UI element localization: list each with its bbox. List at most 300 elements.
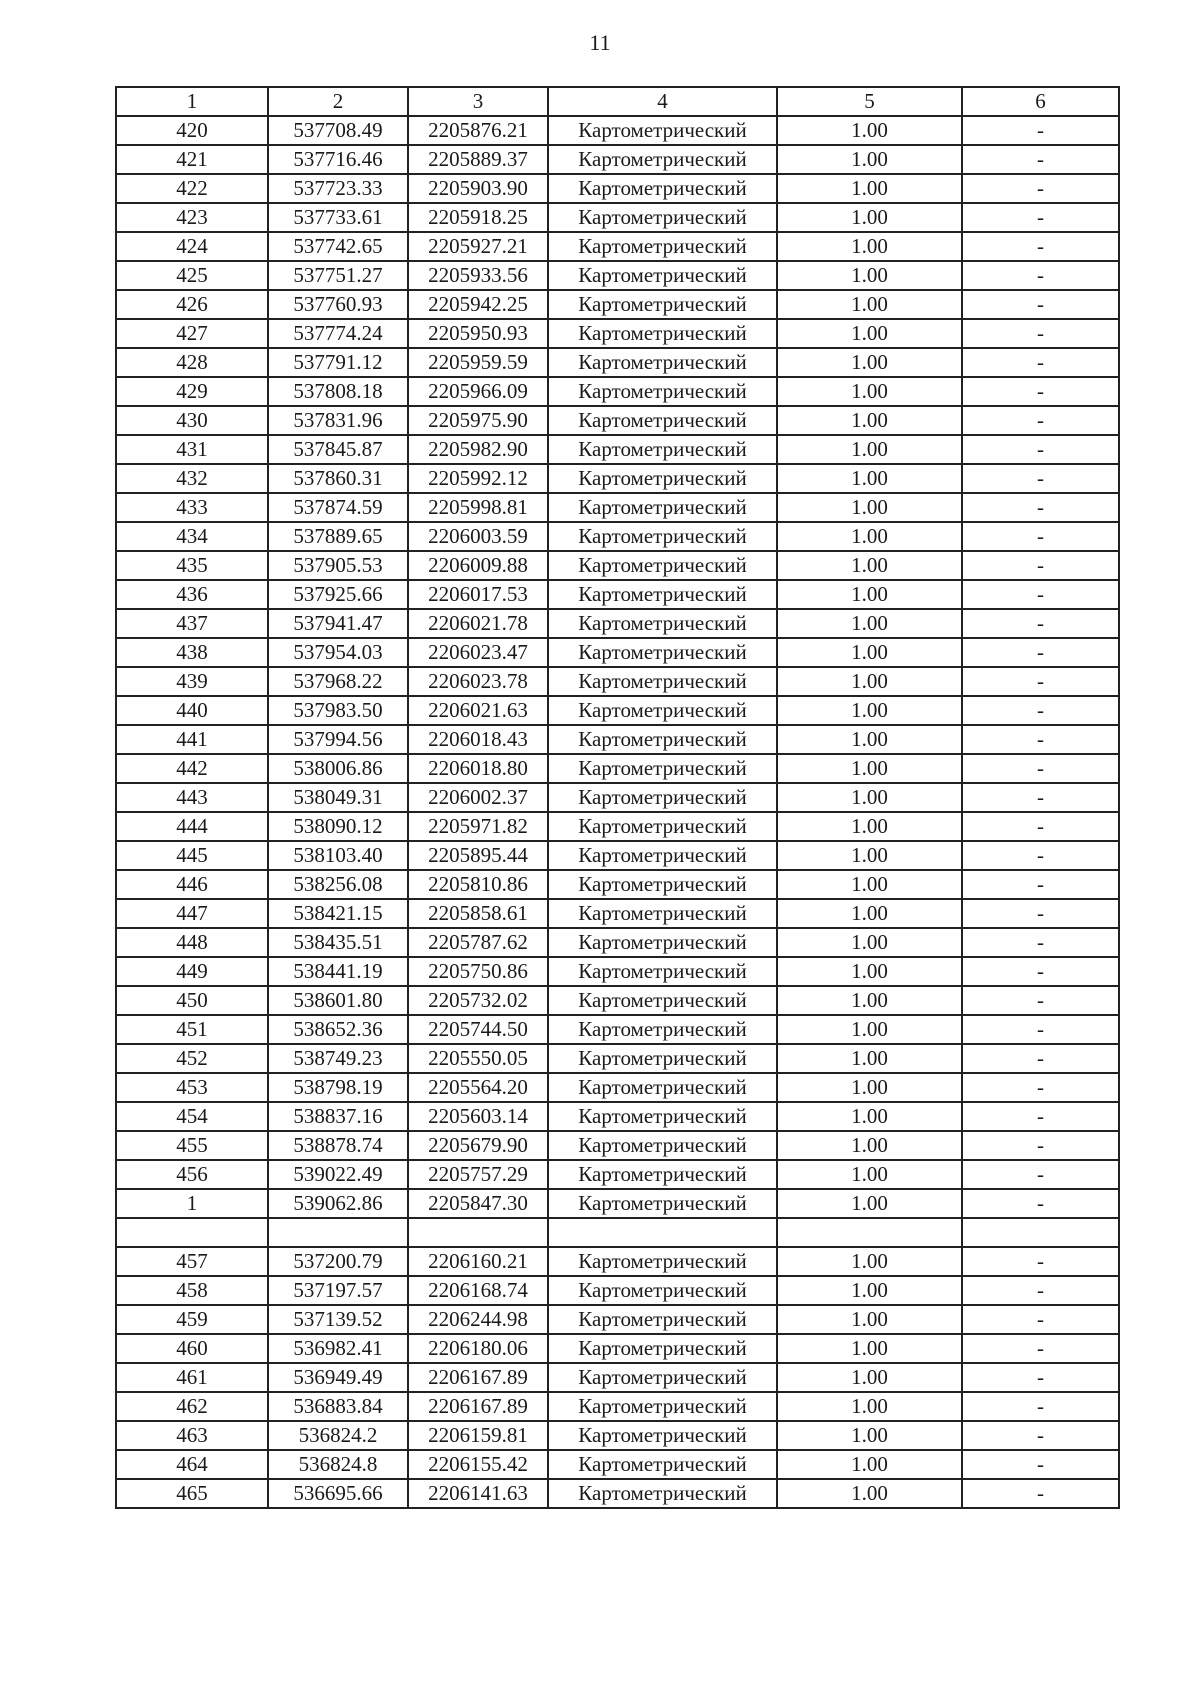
table-cell: 2205858.61: [408, 899, 548, 928]
table-cell: 2205918.25: [408, 203, 548, 232]
table-cell: 538652.36: [268, 1015, 408, 1044]
table-row: [116, 1160, 1119, 1189]
table-cell: -: [962, 1334, 1119, 1363]
table-cell: 1.00: [777, 609, 962, 638]
table-cell: 1.00: [777, 696, 962, 725]
table-cell: Картометрический: [548, 174, 777, 203]
table-row: [116, 870, 1119, 899]
table-cell: Картометрический: [548, 1102, 777, 1131]
table-cell: 1.00: [777, 1305, 962, 1334]
table-body-part1: [116, 116, 1119, 1218]
table-cell: 1.00: [777, 174, 962, 203]
table-row: [116, 754, 1119, 783]
table-cell: -: [962, 899, 1119, 928]
table-cell: Картометрический: [548, 290, 777, 319]
table-cell: Картометрический: [548, 1073, 777, 1102]
table-row: [116, 1363, 1119, 1392]
table-cell: -: [962, 493, 1119, 522]
table-row: [116, 928, 1119, 957]
table-cell: 1.00: [777, 116, 962, 145]
table-row: [116, 1305, 1119, 1334]
table-cell: 2205942.25: [408, 290, 548, 319]
table-cell: 537751.27: [268, 261, 408, 290]
table-cell: 537983.50: [268, 696, 408, 725]
table-cell: 537905.53: [268, 551, 408, 580]
table-row: [116, 290, 1119, 319]
table-cell: 2206023.47: [408, 638, 548, 667]
table-cell: 537733.61: [268, 203, 408, 232]
table-cell: 454: [116, 1102, 268, 1131]
table-cell: 2206180.06: [408, 1334, 548, 1363]
table-cell: Картометрический: [548, 1363, 777, 1392]
table-cell: 448: [116, 928, 268, 957]
table-cell: 1.00: [777, 319, 962, 348]
table-cell: Картометрический: [548, 899, 777, 928]
table-cell: Картометрический: [548, 812, 777, 841]
table-cell: Картометрический: [548, 1131, 777, 1160]
table-row: [116, 580, 1119, 609]
table-cell: 1.00: [777, 1044, 962, 1073]
table-cell: 537197.57: [268, 1276, 408, 1305]
table-row: [116, 232, 1119, 261]
table-body-part2: [116, 1247, 1119, 1508]
table-cell: 1.00: [777, 957, 962, 986]
table-row: [116, 203, 1119, 232]
table-cell: 431: [116, 435, 268, 464]
table-cell: 1.00: [777, 1334, 962, 1363]
table-cell: 2205992.12: [408, 464, 548, 493]
table-cell: 1.00: [777, 464, 962, 493]
table-cell: 2205744.50: [408, 1015, 548, 1044]
table-cell: 1.00: [777, 1276, 962, 1305]
table-cell: Картометрический: [548, 1305, 777, 1334]
table-cell: 1.00: [777, 348, 962, 377]
table-cell: Картометрический: [548, 319, 777, 348]
table-cell: 1.00: [777, 1392, 962, 1421]
table-cell: 1.00: [777, 145, 962, 174]
table-cell: 428: [116, 348, 268, 377]
table-cell: 1.00: [777, 435, 962, 464]
table-cell: Картометрический: [548, 522, 777, 551]
table-cell: 2205750.86: [408, 957, 548, 986]
table-cell: 2206244.98: [408, 1305, 548, 1334]
table-cell: 2205998.81: [408, 493, 548, 522]
table-cell: -: [962, 1421, 1119, 1450]
table-cell: 1.00: [777, 1073, 962, 1102]
table-cell: Картометрический: [548, 1276, 777, 1305]
table-cell: 458: [116, 1276, 268, 1305]
table-row: [116, 522, 1119, 551]
table-cell: 1.00: [777, 1479, 962, 1508]
table-cell: -: [962, 1305, 1119, 1334]
table-cell: 2205975.90: [408, 406, 548, 435]
table-cell: 450: [116, 986, 268, 1015]
table-cell: 537716.46: [268, 145, 408, 174]
table-cell: 460: [116, 1334, 268, 1363]
table-row: [116, 377, 1119, 406]
table-cell: 1.00: [777, 1450, 962, 1479]
table-cell: -: [962, 1276, 1119, 1305]
table-cell: 538103.40: [268, 841, 408, 870]
table-cell: 449: [116, 957, 268, 986]
table-cell: 432: [116, 464, 268, 493]
table-cell: 538435.51: [268, 928, 408, 957]
table-row: [116, 1073, 1119, 1102]
table-cell: -: [962, 1392, 1119, 1421]
table-row: [116, 841, 1119, 870]
table-cell: 2206167.89: [408, 1392, 548, 1421]
table-cell: -: [962, 1363, 1119, 1392]
table-cell: Картометрический: [548, 1189, 777, 1218]
table-row: [116, 899, 1119, 928]
table-cell: Картометрический: [548, 1247, 777, 1276]
table-cell: Картометрический: [548, 261, 777, 290]
table-cell: -: [962, 319, 1119, 348]
table-cell: 1.00: [777, 1015, 962, 1044]
table-cell: 537791.12: [268, 348, 408, 377]
table-row: [116, 1015, 1119, 1044]
table-cell: -: [962, 696, 1119, 725]
table-cell: Картометрический: [548, 638, 777, 667]
table-cell: Картометрический: [548, 1334, 777, 1363]
table-cell: 538090.12: [268, 812, 408, 841]
table-row: [116, 1131, 1119, 1160]
table-row: [116, 174, 1119, 203]
table-cell: 443: [116, 783, 268, 812]
table-row: [116, 812, 1119, 841]
table-cell: 1.00: [777, 1421, 962, 1450]
table-cell: Картометрический: [548, 435, 777, 464]
table-cell: 429: [116, 377, 268, 406]
table-cell: 537200.79: [268, 1247, 408, 1276]
table-cell: 437: [116, 609, 268, 638]
table-cell: 2205959.59: [408, 348, 548, 377]
table-cell: 2206021.63: [408, 696, 548, 725]
table-cell: -: [962, 1015, 1119, 1044]
table-cell: -: [962, 1160, 1119, 1189]
table-cell: 1.00: [777, 580, 962, 609]
table-cell: 537860.31: [268, 464, 408, 493]
table-cell: 2205847.30: [408, 1189, 548, 1218]
table-cell: -: [962, 145, 1119, 174]
table-cell: 440: [116, 696, 268, 725]
table-cell: 1.00: [777, 638, 962, 667]
table-cell: 2206018.43: [408, 725, 548, 754]
table-cell: 1.00: [777, 928, 962, 957]
table-cell: -: [962, 1073, 1119, 1102]
table-row: [116, 435, 1119, 464]
table-cell: -: [962, 348, 1119, 377]
table-cell: 537139.52: [268, 1305, 408, 1334]
table-cell: Картометрический: [548, 551, 777, 580]
table-cell: Картометрический: [548, 377, 777, 406]
table-cell: 457: [116, 1247, 268, 1276]
table-cell: 1.00: [777, 1363, 962, 1392]
table-cell: Картометрический: [548, 928, 777, 957]
table-cell: 442: [116, 754, 268, 783]
table-row: [116, 1450, 1119, 1479]
table-cell: -: [962, 667, 1119, 696]
table-cell: Картометрический: [548, 1421, 777, 1450]
table-row: [116, 1334, 1119, 1363]
table-cell: 1.00: [777, 406, 962, 435]
table-cell: 439: [116, 667, 268, 696]
table-cell: 1.00: [777, 1102, 962, 1131]
table-cell: 538049.31: [268, 783, 408, 812]
table-row: [116, 667, 1119, 696]
page-number: 11: [589, 30, 611, 55]
table-row: [116, 319, 1119, 348]
blank-separator-row: [116, 1218, 1119, 1247]
table-cell: 1.00: [777, 261, 962, 290]
table-cell: Картометрический: [548, 1392, 777, 1421]
table-cell: Картометрический: [548, 145, 777, 174]
table-cell: Картометрический: [548, 464, 777, 493]
table-cell: 537831.96: [268, 406, 408, 435]
table-cell: 420: [116, 116, 268, 145]
table-cell: 538878.74: [268, 1131, 408, 1160]
table-cell: -: [962, 1450, 1119, 1479]
table-cell: 446: [116, 870, 268, 899]
table-cell: 438: [116, 638, 268, 667]
table-cell: 1.00: [777, 290, 962, 319]
table-cell: 430: [116, 406, 268, 435]
table-cell: 537742.65: [268, 232, 408, 261]
table-cell: 456: [116, 1160, 268, 1189]
table-cell: Картометрический: [548, 696, 777, 725]
table-cell: 2205876.21: [408, 116, 548, 145]
table-cell: 445: [116, 841, 268, 870]
table-row: [116, 1189, 1119, 1218]
table-cell: 538421.15: [268, 899, 408, 928]
table-cell: -: [962, 290, 1119, 319]
table-cell: Картометрический: [548, 1450, 777, 1479]
table-row: [116, 493, 1119, 522]
table-cell: Картометрический: [548, 957, 777, 986]
table-cell: 459: [116, 1305, 268, 1334]
table-cell: Картометрический: [548, 1044, 777, 1073]
table-cell: 455: [116, 1131, 268, 1160]
table-cell: 1.00: [777, 783, 962, 812]
table-cell: 537723.33: [268, 174, 408, 203]
table-cell: 2206160.21: [408, 1247, 548, 1276]
table-cell: -: [962, 261, 1119, 290]
table-cell: 2205679.90: [408, 1131, 548, 1160]
table-cell: 538601.80: [268, 986, 408, 1015]
coordinates-table: [115, 86, 1120, 1509]
table-cell: -: [962, 957, 1119, 986]
table-cell: Картометрический: [548, 667, 777, 696]
table-cell: 424: [116, 232, 268, 261]
table-cell: 2205982.90: [408, 435, 548, 464]
table-cell: 421: [116, 145, 268, 174]
table-cell: 1.00: [777, 1131, 962, 1160]
table-cell: Картометрический: [548, 1160, 777, 1189]
table-cell: -: [962, 841, 1119, 870]
table-cell: -: [962, 928, 1119, 957]
table-cell: 2206023.78: [408, 667, 548, 696]
table-cell: 1.00: [777, 841, 962, 870]
table-cell: 444: [116, 812, 268, 841]
column-header: 4: [548, 87, 777, 116]
table-cell: -: [962, 1102, 1119, 1131]
table-row: [116, 1102, 1119, 1131]
table-cell: 426: [116, 290, 268, 319]
table-row: [116, 261, 1119, 290]
table-cell: 2205966.09: [408, 377, 548, 406]
table-cell: -: [962, 1189, 1119, 1218]
table-cell: -: [962, 203, 1119, 232]
table-cell: 536824.2: [268, 1421, 408, 1450]
table-cell: 537760.93: [268, 290, 408, 319]
table-cell: 537925.66: [268, 580, 408, 609]
table-cell: -: [962, 522, 1119, 551]
table-cell: 2206021.78: [408, 609, 548, 638]
table-cell: 537708.49: [268, 116, 408, 145]
table-cell: 1.00: [777, 232, 962, 261]
table-cell: 1.00: [777, 754, 962, 783]
table-cell: 441: [116, 725, 268, 754]
table-row: [116, 1421, 1119, 1450]
table-cell: 537954.03: [268, 638, 408, 667]
table-row: [116, 1247, 1119, 1276]
table-cell: Картометрический: [548, 580, 777, 609]
table-cell: -: [962, 580, 1119, 609]
table-cell: 537874.59: [268, 493, 408, 522]
table-cell: -: [962, 435, 1119, 464]
table-cell: 465: [116, 1479, 268, 1508]
table-cell: -: [962, 783, 1119, 812]
table-cell: -: [962, 609, 1119, 638]
table-cell: Картометрический: [548, 493, 777, 522]
table-cell: 436: [116, 580, 268, 609]
table-cell: 1.00: [777, 1189, 962, 1218]
table-cell: Картометрический: [548, 754, 777, 783]
table-cell: 538837.16: [268, 1102, 408, 1131]
table-cell: -: [962, 1131, 1119, 1160]
table-cell: 538798.19: [268, 1073, 408, 1102]
column-header: 5: [777, 87, 962, 116]
table-row: [116, 638, 1119, 667]
table-cell: -: [962, 812, 1119, 841]
table-cell: -: [962, 551, 1119, 580]
table-cell: 536824.8: [268, 1450, 408, 1479]
table-cell: 537941.47: [268, 609, 408, 638]
table-cell: 2206018.80: [408, 754, 548, 783]
table-row: [116, 986, 1119, 1015]
table-cell: 2206155.42: [408, 1450, 548, 1479]
table-cell: -: [962, 638, 1119, 667]
column-header: 6: [962, 87, 1119, 116]
table-cell: 2205971.82: [408, 812, 548, 841]
table-cell: 1.00: [777, 493, 962, 522]
table-cell: 1.00: [777, 986, 962, 1015]
table-cell: -: [962, 1247, 1119, 1276]
table-cell: 2205903.90: [408, 174, 548, 203]
table-row: [116, 725, 1119, 754]
table-cell: 452: [116, 1044, 268, 1073]
table-cell: 2206167.89: [408, 1363, 548, 1392]
table-cell: 1.00: [777, 522, 962, 551]
table-cell: Картометрический: [548, 203, 777, 232]
table-cell: 2206017.53: [408, 580, 548, 609]
table-cell: -: [962, 1479, 1119, 1508]
table-cell: 451: [116, 1015, 268, 1044]
table-row: [116, 406, 1119, 435]
table-row: [116, 1044, 1119, 1073]
table-cell: 538006.86: [268, 754, 408, 783]
column-header: 3: [408, 87, 548, 116]
table-cell: -: [962, 464, 1119, 493]
table-cell: 2205550.05: [408, 1044, 548, 1073]
table-cell: 422: [116, 174, 268, 203]
table-cell: 537968.22: [268, 667, 408, 696]
table-row: [116, 1276, 1119, 1305]
table-cell: 462: [116, 1392, 268, 1421]
table-row: [116, 116, 1119, 145]
table-cell: 2205889.37: [408, 145, 548, 174]
table-cell: 538256.08: [268, 870, 408, 899]
table-cell: 2205732.02: [408, 986, 548, 1015]
table-cell: 2206003.59: [408, 522, 548, 551]
table-cell: Картометрический: [548, 116, 777, 145]
table-cell: 461: [116, 1363, 268, 1392]
table-cell: Картометрический: [548, 870, 777, 899]
table-cell: -: [962, 754, 1119, 783]
table-cell: 435: [116, 551, 268, 580]
header-row: [116, 87, 1119, 116]
table-cell: Картометрический: [548, 348, 777, 377]
table-cell: -: [962, 377, 1119, 406]
table-cell: Картометрический: [548, 1479, 777, 1508]
table-cell: 537845.87: [268, 435, 408, 464]
table-cell: 425: [116, 261, 268, 290]
table-cell: -: [962, 986, 1119, 1015]
table-cell: Картометрический: [548, 841, 777, 870]
table-cell: 537889.65: [268, 522, 408, 551]
table-cell: 539062.86: [268, 1189, 408, 1218]
table-cell: 1.00: [777, 1160, 962, 1189]
table-cell: 1.00: [777, 812, 962, 841]
table-cell: 2206141.63: [408, 1479, 548, 1508]
table-cell: 2205950.93: [408, 319, 548, 348]
table-cell: 427: [116, 319, 268, 348]
table-cell: Картометрический: [548, 609, 777, 638]
table-cell: 1.00: [777, 203, 962, 232]
table-cell: 539022.49: [268, 1160, 408, 1189]
table-cell: 433: [116, 493, 268, 522]
table-cell: -: [962, 116, 1119, 145]
table-cell: 1.00: [777, 551, 962, 580]
table-row: [116, 551, 1119, 580]
table-cell: 463: [116, 1421, 268, 1450]
table-cell: 2206168.74: [408, 1276, 548, 1305]
table-cell: Картометрический: [548, 406, 777, 435]
table-row: [116, 783, 1119, 812]
table-cell: -: [962, 870, 1119, 899]
table-cell: 536695.66: [268, 1479, 408, 1508]
table-row: [116, 348, 1119, 377]
table-cell: 2205787.62: [408, 928, 548, 957]
table-cell: 1.00: [777, 899, 962, 928]
table-cell: 538441.19: [268, 957, 408, 986]
table-cell: 537808.18: [268, 377, 408, 406]
table-cell: Картометрический: [548, 725, 777, 754]
table-cell: 538749.23: [268, 1044, 408, 1073]
table-cell: 537774.24: [268, 319, 408, 348]
separator-section: [116, 1218, 1119, 1247]
table-cell: 423: [116, 203, 268, 232]
